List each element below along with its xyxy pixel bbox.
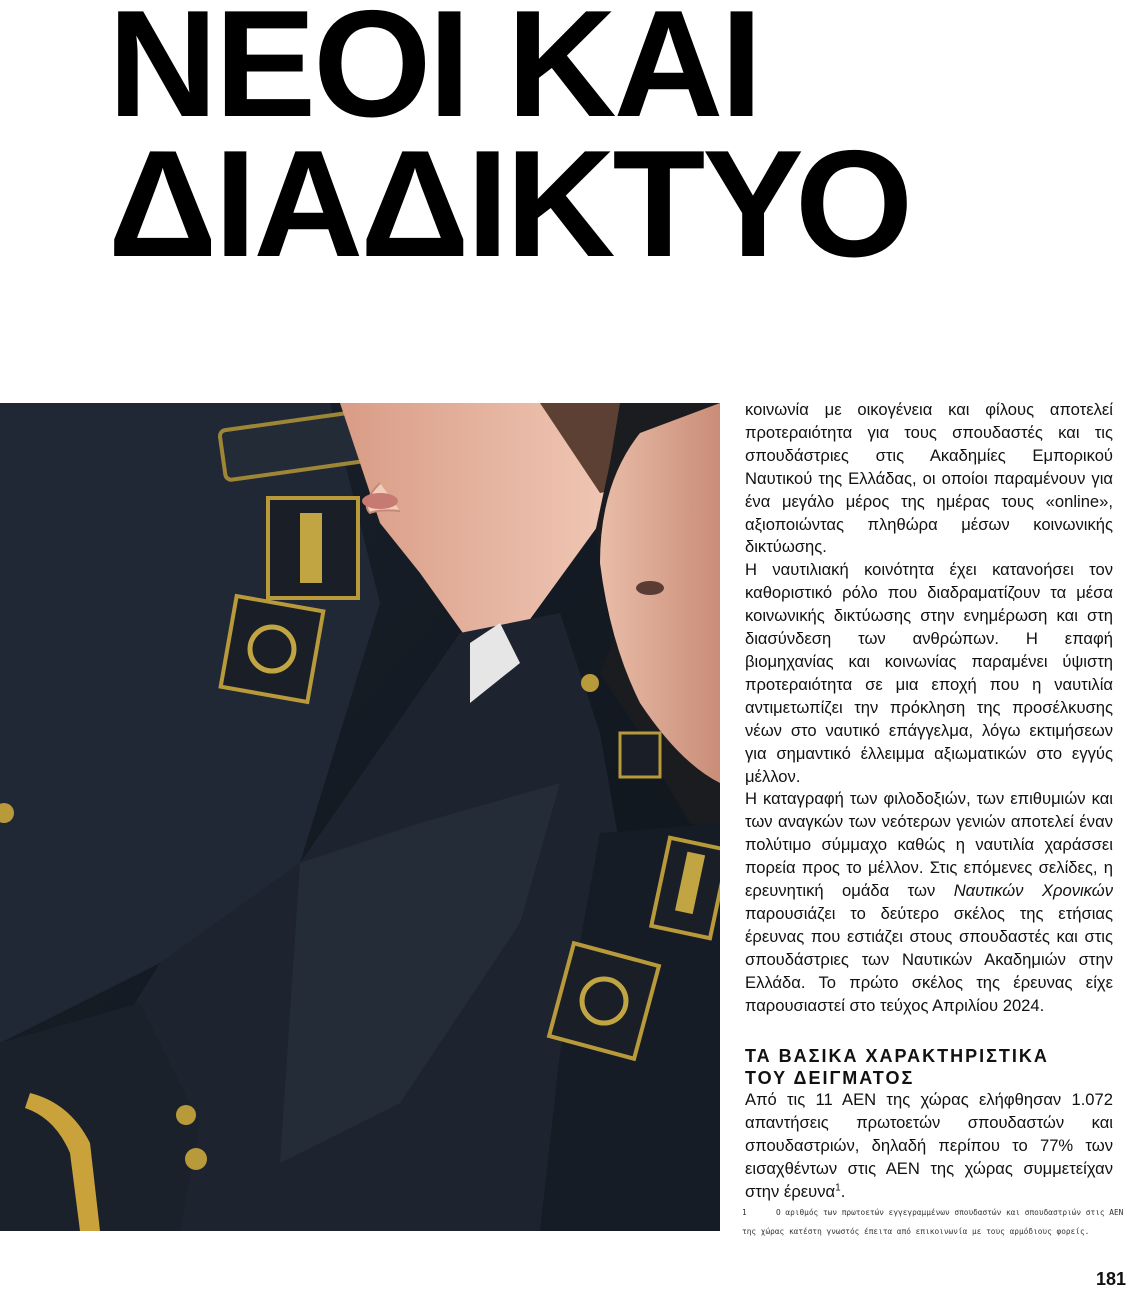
title-line-1: ΝΕΟΙ ΚΑΙ [108,0,760,149]
magazine-name: Ναυτικών Χρονικών [953,881,1113,901]
page-title [108,0,911,289]
cadets-illustration [0,403,720,1231]
page-number: 181 [1095,1269,1126,1289]
footnote [742,1203,1132,1241]
button-2 [176,1105,196,1125]
paragraph-3-end: παρουσιάζει το δεύτερο σκέλος της ετήσιας έρευνας που εστιάζει στους σπουδαστές και στις σπουδάστριες των Ναυτικών Ακαδημιών στην Ελλάδα. Το πρώτο σκέλος της έρευνας είχε παρουσιαστεί στο τεύχος Απριλίου 2024. [745,903,1113,1015]
cadets-photo [0,403,720,1231]
button-3 [185,1148,207,1170]
footnote-text: Ο αριθμός των πρωτοετών εγγεγραμμένων σπουδαστών και σπουδαστριών στις ΑΕΝ της χώρας κατέστη γνωστός έπειτα από επικοινωνία με τους αρμόδιους φορείς. [742,1208,1124,1236]
section-heading [745,1045,1113,1089]
paragraph-4 [745,1089,1113,1204]
paragraph-4-text: Από τις 11 ΑΕΝ της χώρας ελήφθησαν 1.072 απαντήσεις πρωτοετών σπουδαστών και σπουδαστριών, δηλαδή περίπου το 77% των εισαχθέντων στις ΑΕΝ της χώρας συμμετείχαν στην έρευνα [745,1090,1113,1202]
paragraph-1: κοινωνία με οικογένεια και φίλους αποτελεί προτεραιότητα για τους σπουδαστές και τις σπουδάστριες στις Ακαδημίες Εμπορικού Ναυτικού της Ελλάδας, οι οποίοι παραμένουν για ένα μεγάλο μέρος της ημέρας τους «online», αξιοποιώντας πληθώρα μέσων κοινωνικής δικτύωσης. [745,400,1113,557]
paragraph-4-end: . [840,1182,846,1202]
paragraph-3-start: Η καταγραφή των φιλοδοξιών, των επιθυμιών και των αναγκών των νεότερων γενιών αποτελεί έναν πολύτιμο σύμμαχο καθώς η ναυτιλία χαράσσει πορεία προς το μέλλον. Στις επόμενες σελίδες, η ερευνητική ομάδα των [745,789,1113,901]
paragraph-3 [745,788,1113,1017]
paragraph-2: Η ναυτιλιακή κοινότητα έχει κατανοήσει τον καθοριστικό ρόλο που διαδραματίζουν τα μέσα κοινωνικής δικτύωσης στην ενημέρωση και στη διασύνδεση των ανθρώπων. Η επαφή βιομηχανίας και κοινωνίας παραμένει ύψιστη προτεραιότητα σε μια εποχή που η ναυτιλία αντιμετωπίζει την πρόκληση της προσέλκυσης νέων στο ναυτικό επάγγελμα, λόγω εκτιμήσεων για σημαντικό έλλειμμα αξιωματικών στο εγγύς μέλλον. [745,560,1113,786]
footnote-reference: 1 [835,1182,841,1194]
title-line-2: ΔΙΑΔΙΚΤΥΟ [108,119,911,289]
article-body [745,399,1113,1204]
footnote-number: 1 [742,1208,747,1217]
button-1 [581,674,599,692]
section-heading-line-1: ΤΑ ΒΑΣΙΚΑ ΧΑΡΑΚΤΗΡΙΣΤΙΚΑ [745,1046,1049,1067]
section-heading-line-2: ΤΟΥ ΔΕΙΓΜΑΤΟΣ [745,1068,915,1089]
